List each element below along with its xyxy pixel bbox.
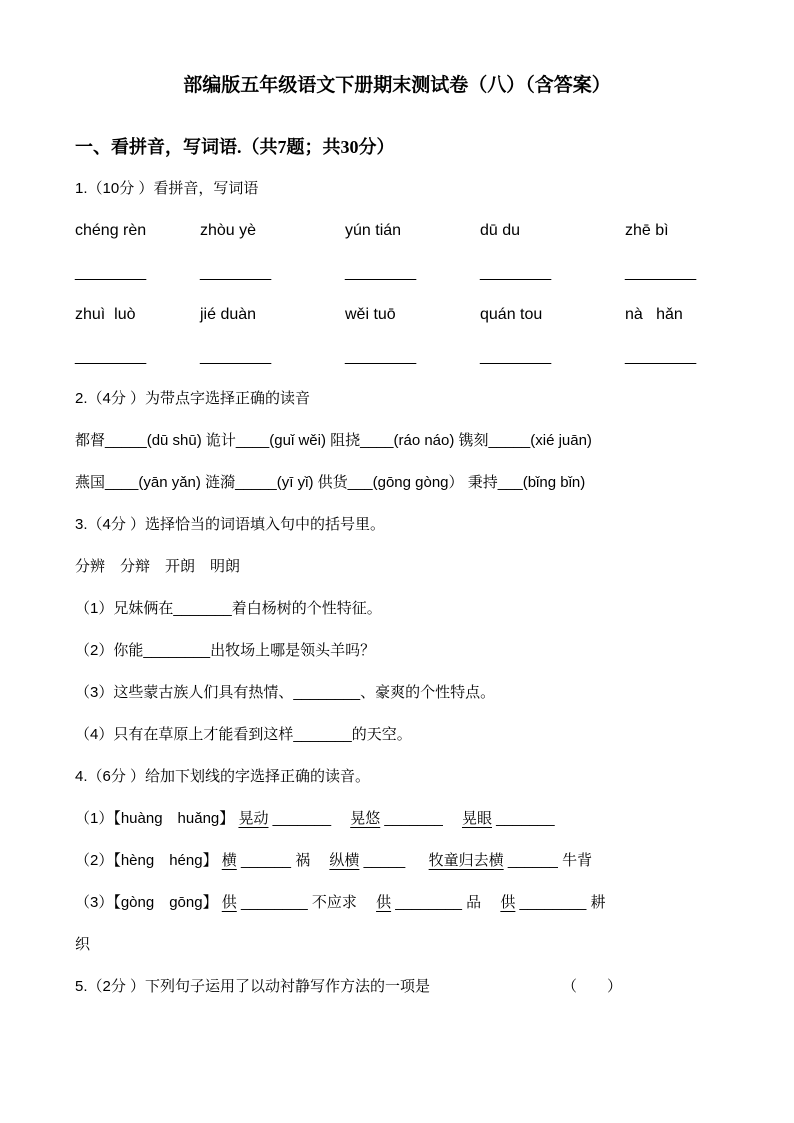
answer-blank: ________ <box>519 894 587 911</box>
pinyin-word: chéng rèn <box>75 222 147 239</box>
underlined-word: 晃动 <box>238 810 269 827</box>
answer-blank: ________ <box>395 894 462 911</box>
answer-blank: ________ <box>625 348 697 365</box>
item-prefix: （2）【hèng héng】 <box>75 852 218 869</box>
pinyin-row-2 <box>75 294 719 336</box>
question-4-item-2 <box>75 840 719 882</box>
answer-blank: _______ <box>272 810 347 827</box>
doc-title: 部编版五年级语文下册期末测试卷（八）（含答案） <box>183 75 611 96</box>
answer-blank: ________ <box>480 264 552 281</box>
answer-blank: ________ <box>75 264 147 281</box>
underlined-word: 晃悠 <box>350 810 381 827</box>
item-text <box>409 852 424 869</box>
pinyin-word: dū du <box>480 222 521 239</box>
answer-blank: ________ <box>345 348 417 365</box>
item-text: 牛背 <box>562 852 593 869</box>
answer-blank: ________ <box>480 348 552 365</box>
answer-blank: ______ <box>240 852 292 869</box>
underlined-word: 供 <box>376 894 392 911</box>
answer-blank: _____ <box>363 852 406 869</box>
item-prefix: （3）【gòng gōng】 <box>75 894 218 911</box>
answer-blank: ________ <box>200 348 272 365</box>
question-2-line-1: 都督_____(dū shū) 诡计____(guǐ wěi) 阻挠____(ráo náo) 镌刻_____(xié juān) <box>75 432 592 449</box>
underlined-word: 纵横 <box>329 852 360 869</box>
answer-blank: ______ <box>507 852 558 869</box>
pinyin-word: zhuì luò <box>75 306 136 323</box>
question-3-item-1: （1）兄妹俩在_______着白杨树的个性特征。 <box>75 600 382 617</box>
question-4-item-3-wrap: 织 <box>75 936 91 953</box>
item-text: 祸 <box>295 852 326 869</box>
answer-blank: _______ <box>384 810 458 827</box>
pinyin-word: quán tou <box>480 306 543 323</box>
pinyin-word: nà hǎn <box>625 306 683 323</box>
answer-bracket: （ ） <box>562 978 623 995</box>
pinyin-word: wěi tuō <box>345 306 396 323</box>
question-5-label: 5.（2分 ）下列句子运用了以动衬静写作方法的一项是 <box>75 978 431 995</box>
answer-blank: ________ <box>625 264 697 281</box>
pinyin-word: jié duàn <box>200 306 257 323</box>
question-3-item-2: （2）你能________出牧场上哪是领头羊吗？ <box>75 642 376 659</box>
question-5 <box>75 966 719 1008</box>
word-bank: 分辨 分辩 开朗 明朗 <box>75 558 241 575</box>
question-3-item-3: （3）这些蒙古族人们具有热情、________、豪爽的个性特点。 <box>75 684 496 701</box>
pinyin-word: zhòu yè <box>200 222 257 239</box>
answer-blank: ________ <box>345 264 417 281</box>
underlined-word: 供 <box>221 894 237 911</box>
underlined-word: 横 <box>221 852 237 869</box>
item-text: 耕 <box>590 894 606 911</box>
question-4-label: 4.（6分 ）给加下划线的字选择正确的读音。 <box>75 768 371 785</box>
item-text: 品 <box>466 894 497 911</box>
section-heading: 一、看拼音，写词语.（共7题；共30分） <box>75 137 395 157</box>
question-2-label: 2.（4分 ）为带点字选择正确的读音 <box>75 390 311 407</box>
pinyin-word: yún tián <box>345 222 402 239</box>
answer-blank: ________ <box>200 264 272 281</box>
question-3-label: 3.（4分 ）选择恰当的词语填入句中的括号里。 <box>75 516 386 533</box>
item-prefix: （1）【huàng huǎng】 <box>75 810 235 827</box>
underlined-word: 供 <box>500 894 516 911</box>
answer-blank: ________ <box>240 894 308 911</box>
underlined-word: 晃眼 <box>461 810 492 827</box>
question-4-item-1 <box>75 798 719 840</box>
question-3-item-4: （4）只有在草原上才能看到这样_______的天空。 <box>75 726 412 743</box>
question-2-line-2: 燕国____(yān yǎn) 涟漪_____(yī yǐ) 供货___(gōng gòng） 秉持___(bǐng bǐn) <box>75 474 586 491</box>
question-4-item-3 <box>75 882 719 924</box>
answer-blank: _______ <box>496 810 555 827</box>
pinyin-word: zhē bì <box>625 222 669 239</box>
underlined-word: 牧童归去横 <box>428 852 504 869</box>
answer-blank-row-2 <box>75 336 719 378</box>
item-text: 不应求 <box>311 894 372 911</box>
answer-blank: ________ <box>75 348 147 365</box>
pinyin-row-1 <box>75 210 719 252</box>
answer-blank-row-1 <box>75 252 719 294</box>
question-1-label: 1.（10分 ）看拼音，写词语 <box>75 180 259 197</box>
